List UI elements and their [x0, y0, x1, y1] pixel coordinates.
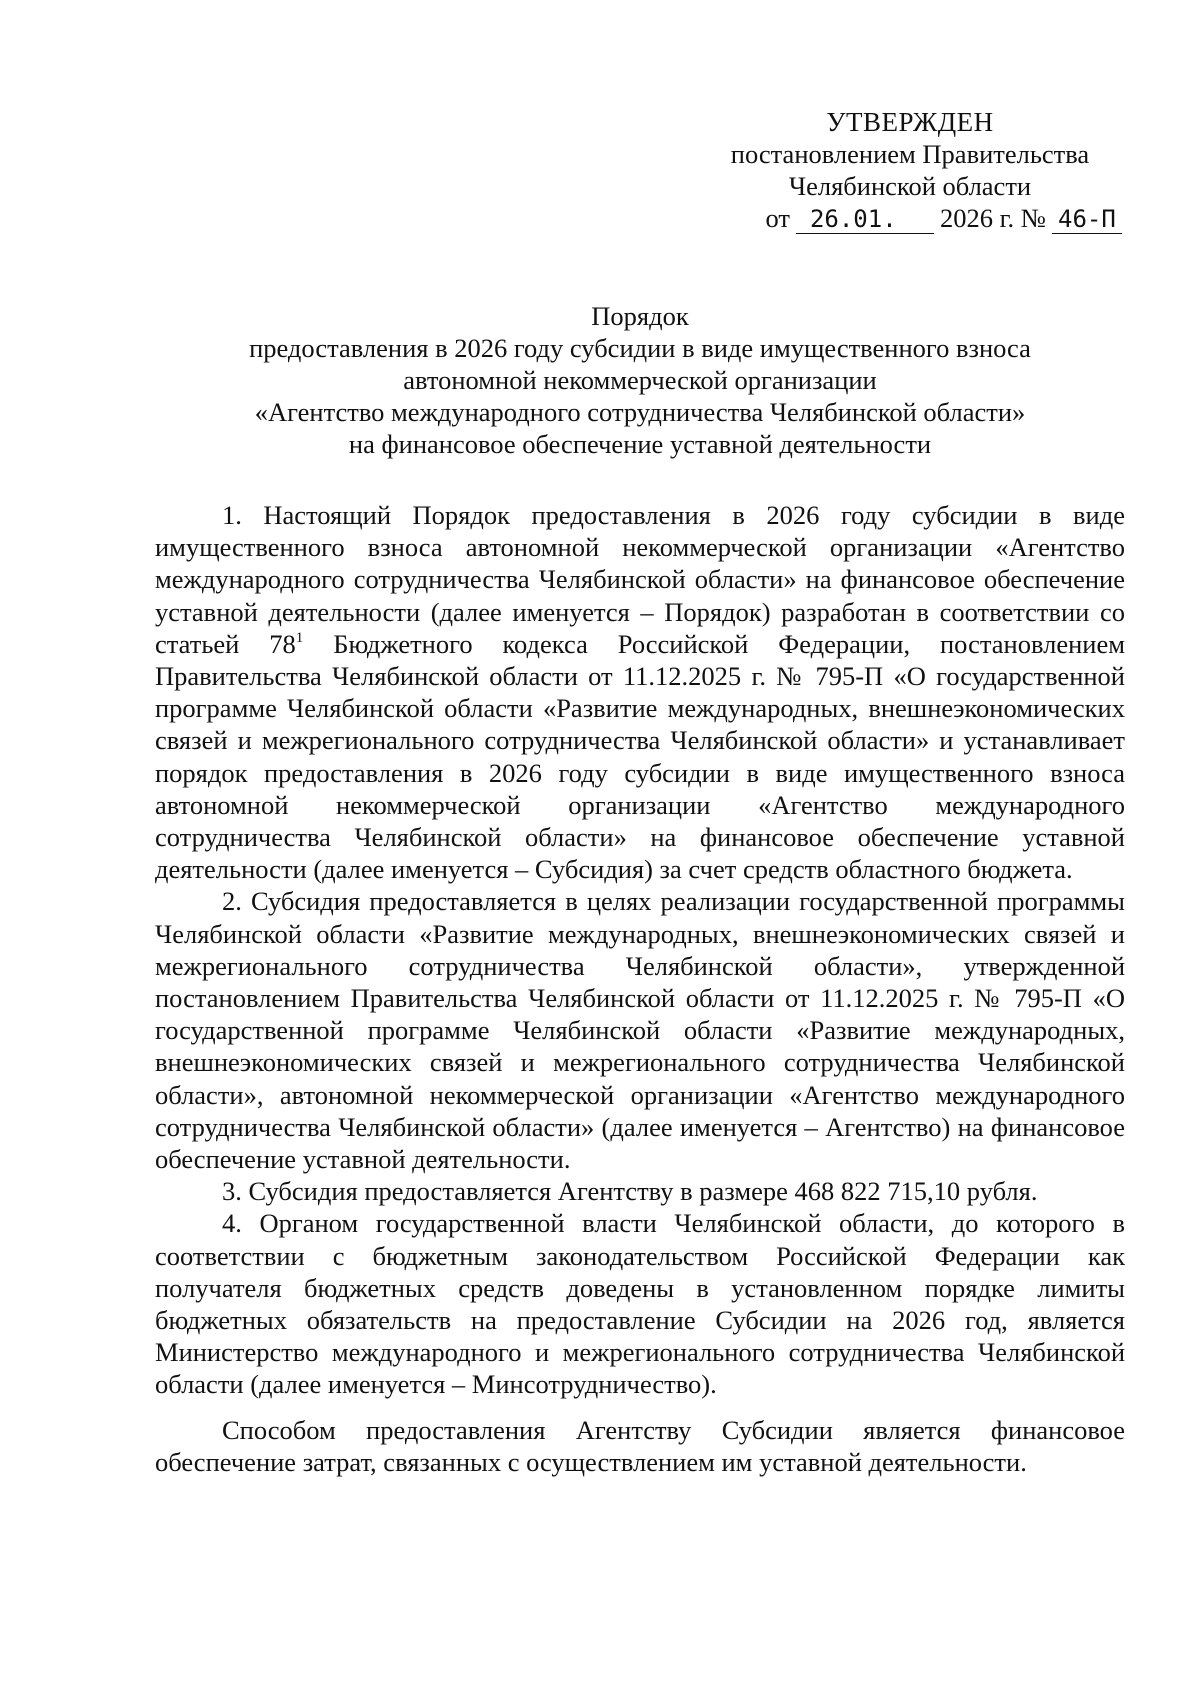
title-heading: Порядок	[591, 301, 689, 331]
approval-from-prefix: от	[765, 203, 790, 233]
title-line-1: предоставления в 2026 году субсидии в виде имущественного взноса	[249, 333, 1031, 363]
approval-year-text: 2026 г. №	[939, 203, 1046, 233]
approval-line-1: постановлением Правительства	[730, 139, 1090, 169]
document-body	[155, 499, 1125, 1478]
article-superscript: 1	[295, 629, 304, 646]
paragraph-1-end: Бюджетного кодекса Российской Федерации, постановлением Правительства Челябинской области от 11.12.2025 г. № 795-П «О государственной программе Челябинской области «Развитие международных, внешнеэкономических связей и межрегионального сотрудничества Челябинской области» и устанавливает порядок предоставления в 2026 году субсидии в виде имущественного взноса автономной некоммерческой организации «Агентство международного сотрудничества Челябинской области» на финансовое обеспечение уставной деятельности (далее именуется – Субсидия) за счет средств областного бюджета.	[155, 628, 1125, 885]
paragraph-4: 4. Органом государственной власти Челябинской области, до которого в соответствии с бюджетным законодательством Российской Федерации как получателя бюджетных средств доведены в установленном порядке лимиты бюджетных обязательств на предоставление Субсидии на 2026 год, является Министерство международного и межрегионального сотрудничества Челябинской области (далее именуется – Минсотрудничество).	[155, 1208, 1125, 1400]
paragraph-3: 3. Субсидия предоставляется Агентству в размере 468 822 715,10 рубля.	[222, 1176, 1038, 1207]
approval-date-field: 26.01.	[796, 205, 934, 234]
title-line-2: автономной некоммерческой организации	[403, 365, 877, 395]
approval-stamp: УТВЕРЖДЕН	[826, 107, 994, 137]
approval-number-field: 46-П	[1052, 205, 1122, 234]
approval-date-line	[690, 202, 1130, 234]
approval-line-2: Челябинской области	[788, 171, 1032, 201]
title-line-3: «Агентство международного сотрудничества Челябинской области»	[254, 397, 1026, 427]
paragraph-2: 2. Субсидия предоставляется в целях реализации государственной программы Челябинской области «Развитие международных, внешнеэкономических связей и межрегионального сотрудничества Челябинской области», утвержденной постановлением Правительства Челябинской области от 11.12.2025 г. № 795-П «О государственной программе Челябинской области «Развитие международных, внешнеэкономических связей и межрегионального сотрудничества Челябинской области», автономной некоммерческой организации «Агентство международного сотрудничества Челябинской области» (далее именуется – Агентство) на финансовое обеспечение уставной деятельности.	[155, 886, 1125, 1175]
title-line-4: на финансовое обеспечение уставной деятельности	[348, 429, 932, 459]
paragraph-1-start: 1. Настоящий Порядок предоставления в 2026 году субсидии в виде имущественного взноса автономной некоммерческой организации «Агентство международного сотрудничества Челябинской области» на финансовое обеспечение уставной деятельности (далее именуется – Порядок) разработан в соответствии со статьей 78	[155, 500, 1125, 659]
paragraph-5: Способом предоставления Агентству Субсидии является финансовое обеспечение затрат, связанных с осуществлением им уставной деятельности.	[155, 1414, 1125, 1477]
paragraph-1	[155, 499, 1125, 885]
approval-block	[690, 106, 1130, 234]
document-title	[150, 300, 1130, 460]
